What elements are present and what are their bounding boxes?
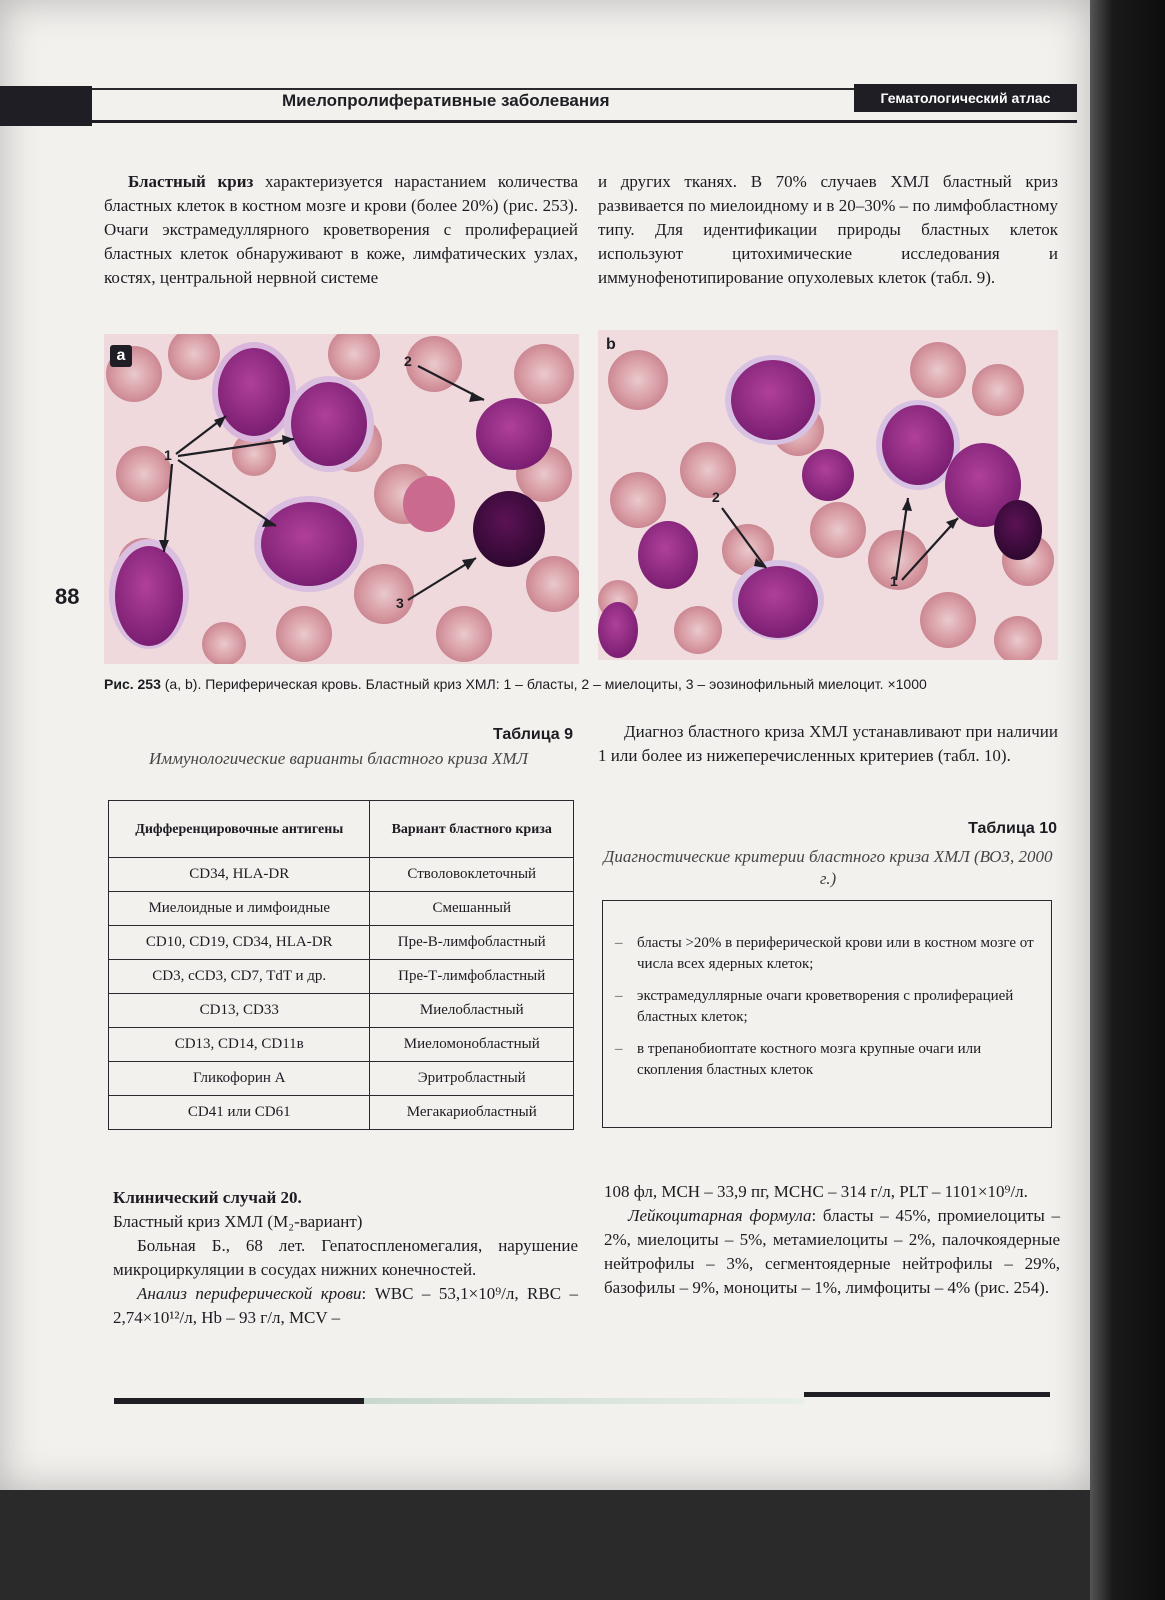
micrograph-b-label-2: 2 — [712, 489, 720, 505]
intro-text-left-body: характеризуется нарастанием количества бластных клеток в костном мозге и крови (более 20%) (рис. 253). Очаги экстрамедуллярного кроветворения с пролиферацией бластных клеток обнаруживают в коже, лимфатических узлах, костях, центральной нервной системе — [104, 172, 579, 287]
table-row — [109, 1096, 574, 1130]
leukocyte-formula-label: Лейкоцитарная формула — [628, 1206, 812, 1225]
table9-header-variant: Вариант бластного криза — [370, 801, 574, 858]
table-cell: Смешанный — [370, 892, 574, 926]
panel-label-b: b — [606, 336, 616, 353]
table-row — [109, 1062, 574, 1096]
table-cell: CD41 или CD61 — [109, 1096, 370, 1130]
atlas-title: Гематологический атлас — [854, 84, 1077, 112]
table-row — [109, 994, 574, 1028]
table-cell: Мегакариобластный — [370, 1096, 574, 1130]
micrograph-a-label-1: 1 — [164, 447, 172, 463]
table-cell: Пре-В-лимфобластный — [370, 926, 574, 960]
footer-line-dark — [114, 1398, 364, 1404]
leukocyte-formula-values: : бласты – 45%, промиелоциты – 2%, миелоциты – 5%, метамиелоциты – 2%, палочкоядерные нейтрофилы – 3%, сегментоядерные нейтрофилы – 29%, базофилы – 9%, моноциты – 1%, лимфоциты – 4% (рис. 254). — [604, 1206, 1060, 1297]
micrograph-b-label-1: 1 — [890, 573, 898, 589]
table-cell: Миелоидные и лимфоидные — [109, 892, 370, 926]
table9-title: Иммунологические варианты бластного криза ХМЛ — [148, 749, 529, 768]
footer-line-right — [804, 1392, 1050, 1397]
clinical-case-subtitle: Бластный криз ХМЛ (M₂-вариант) — [113, 1212, 363, 1231]
list-item: – в трепанобиоптате костного мозга крупные очаги или скопления бластных клеток — [613, 1039, 1047, 1081]
clinical-case-right — [604, 1180, 1060, 1300]
panel-label-a: a — [110, 345, 132, 367]
leukocyte-formula — [604, 1204, 1060, 1300]
micrograph-a — [104, 334, 579, 664]
table9-label: Таблица 9 — [492, 726, 573, 743]
list-item: – экстрамедуллярные очаги кроветворения с пролиферацией бластных клеток; — [613, 986, 1047, 1028]
table10-title: Диагностические критерии бластного криза ХМЛ (ВОЗ, 2000 г.) — [603, 847, 1053, 888]
table10-criteria-box — [602, 900, 1052, 1128]
intro-text-right: и других тканях. В 70% случаев ХМЛ бластный криз развивается по миелоидному и в 20–30% – по лимфобластному типу. Для идентификации природы бластных клеток используют цитохимические исследования и иммунофенотипирование опухолевых клеток (табл. 9). — [598, 172, 1058, 287]
micrograph-a-label-2: 2 — [404, 353, 412, 369]
list-item: – бласты >20% в периферической крови или в костном мозге от числа всех ядерных клеток; — [613, 933, 1047, 975]
table-cell: CD3, cCD3, CD7, TdT и др. — [109, 960, 370, 994]
table-cell: Стволовоклеточный — [370, 858, 574, 892]
criteria-list — [603, 901, 1051, 1081]
table-cell: CD10, CD19, CD34, HLA-DR — [109, 926, 370, 960]
footer-line-light — [364, 1398, 804, 1404]
page-number: 88 — [55, 584, 80, 609]
table-cell: CD34, HLA-DR — [109, 858, 370, 892]
table-cell: Гликофорин А — [109, 1062, 370, 1096]
table-row — [109, 926, 574, 960]
book-spine-shadow — [1090, 0, 1165, 1600]
table-cell: CD13, CD14, CD11в — [109, 1028, 370, 1062]
figure-caption-text: (a, b). Периферическая кровь. Бластный криз ХМЛ: 1 – бласты, 2 – миелоциты, 3 – эозинофильный миелоцит. ×1000 — [160, 676, 927, 692]
table9-header-row — [109, 801, 574, 858]
blood-analysis-label: Анализ периферической крови — [137, 1284, 362, 1303]
table-cell: Эритробластный — [370, 1062, 574, 1096]
section-title: Миелопролиферативные заболевания — [282, 91, 610, 110]
clinical-case-title: Клинический случай 20. — [113, 1188, 302, 1207]
micrograph-a-image — [104, 334, 579, 664]
micrograph-b — [598, 330, 1058, 660]
table-row — [109, 1028, 574, 1062]
micrograph-a-label-3: 3 — [396, 595, 404, 611]
intro-text-left — [104, 170, 578, 290]
diagnosis-text: Диагноз бластного криза ХМЛ устанавливают при наличии 1 или более из нижеперечисленных критериев (табл. 10). — [598, 722, 1058, 765]
header-bar-left — [0, 86, 92, 126]
table-cell: Миеломонобластный — [370, 1028, 574, 1062]
table9-header-antigens: Дифференцировочные антигены — [109, 801, 370, 858]
table-row — [109, 892, 574, 926]
blood-analysis-values: : WBC – 53,1×10⁹/л, RBC – 2,74×10¹²/л, Hb – 93 г/л, MCV – — [113, 1284, 578, 1327]
table-row — [109, 960, 574, 994]
figure-caption-lead: Рис. 253 — [104, 676, 161, 692]
table-row — [109, 858, 574, 892]
table10-label: Таблица 10 — [968, 820, 1057, 837]
term-blast-crisis: Бластный криз — [128, 172, 254, 191]
table-cell: Пре-Т-лимфобластный — [370, 960, 574, 994]
clinical-case-left — [113, 1186, 578, 1330]
clinical-case-patient: Больная Б., 68 лет. Гепатоспленомегалия, нарушение микроциркуляции в сосудах нижних конечностей. — [113, 1236, 578, 1279]
figure-caption — [104, 676, 1064, 692]
blood-analysis-values-cont: 108 фл, MCH – 33,9 пг, MCHC – 314 г/л, PLT – 1101×10⁹/л. — [604, 1182, 1028, 1201]
micrograph-b-image — [598, 330, 1058, 660]
header-line-bottom — [92, 120, 1077, 123]
background-below-page — [0, 1490, 1090, 1600]
table-cell: Миелобластный — [370, 994, 574, 1028]
table-cell: CD13, CD33 — [109, 994, 370, 1028]
clinical-case-blood — [113, 1282, 578, 1330]
table9 — [108, 800, 574, 1130]
